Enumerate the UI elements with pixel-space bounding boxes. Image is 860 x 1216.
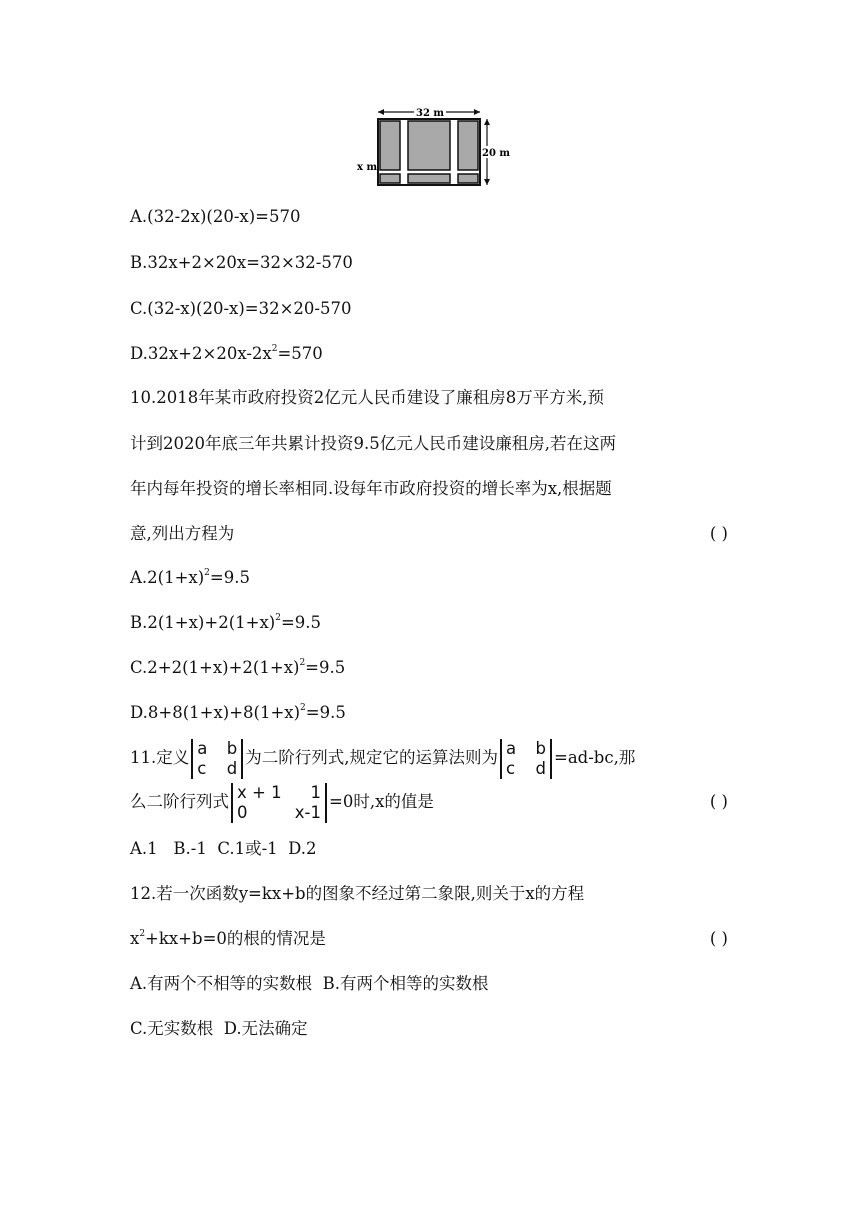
q12-stem-line1: 12.若一次函数y=kx+b的图象不经过第二象限,则关于x的方程 [130,884,585,903]
q9-option-b: B.32x+2×20x=32×32-570 [130,253,353,272]
q10-answer-blank: ( ) [709,524,728,543]
q10-stem-line1: 10.2018年某市政府投资2亿元人民币建设了廉租房8万平方米,预 [130,388,604,407]
q10-option-c: $C.2+2(1+x)+2(1+x)^2=9.5$ [130,658,346,677]
determinant-abcd: a b c d [191,739,243,779]
garden-road-figure [356,104,510,190]
q11-answer-blank: ( ) [709,792,728,811]
q9-option-d: $D.32x+2\times 20x-2x^2=570$ [130,344,323,363]
road-width-label: x m [357,162,378,173]
q10-stem-line3: 年内每年投资的增长率相同.设每年市政府投资的增长率为x,根据题 [130,479,612,498]
q9-option-a: A.(32-2x)(20-x)=570 [130,207,301,226]
q11-stem-line1: 11.定义 a b c d 为二阶行列式,规定它的运算法则为 a b c d =ad-bc,那 [130,738,636,778]
q10-stem-line4: 意,列出方程为 ( ) [130,522,728,546]
q12-options-line1: A.有两个不相等的实数根 B.有两个相等的实数根 [130,974,489,993]
width-label: 32 m [416,108,444,119]
q10-option-b: $B.2(1+x)+2(1+x)^2=9.5$ [130,613,322,632]
q9-option-c: C.(32-x)(20-x)=32×20-570 [130,299,352,318]
determinant-x: x + 1 1 0 x-1 [231,783,327,823]
q10-option-d: $D.8+8(1+x)+8(1+x)^2=9.5$ [130,703,346,722]
determinant-abcd-rule: a b c d [500,739,552,779]
q12-stem-line2: $x^2+kx+b=0$的根的情况是 ( ) [130,927,728,951]
q10-option-a: $A.2(1+x)^2=9.5$ [130,568,250,587]
q11-options: A.1 B.-1 C.1或-1 D.2 [130,839,317,858]
height-label: 20 m [482,148,510,159]
q10-stem-line2: 计到2020年底三年共累计投资9.5亿元人民币建设廉租房,若在这两 [130,434,616,453]
q12-options-line2: C.无实数根 D.无法确定 [130,1019,308,1038]
garden-plots [380,121,478,183]
q11-stem-line2: 么二阶行列式 x + 1 1 0 x-1 =0时,x的值是 ( ) [130,782,728,822]
q12-answer-blank: ( ) [709,929,728,948]
